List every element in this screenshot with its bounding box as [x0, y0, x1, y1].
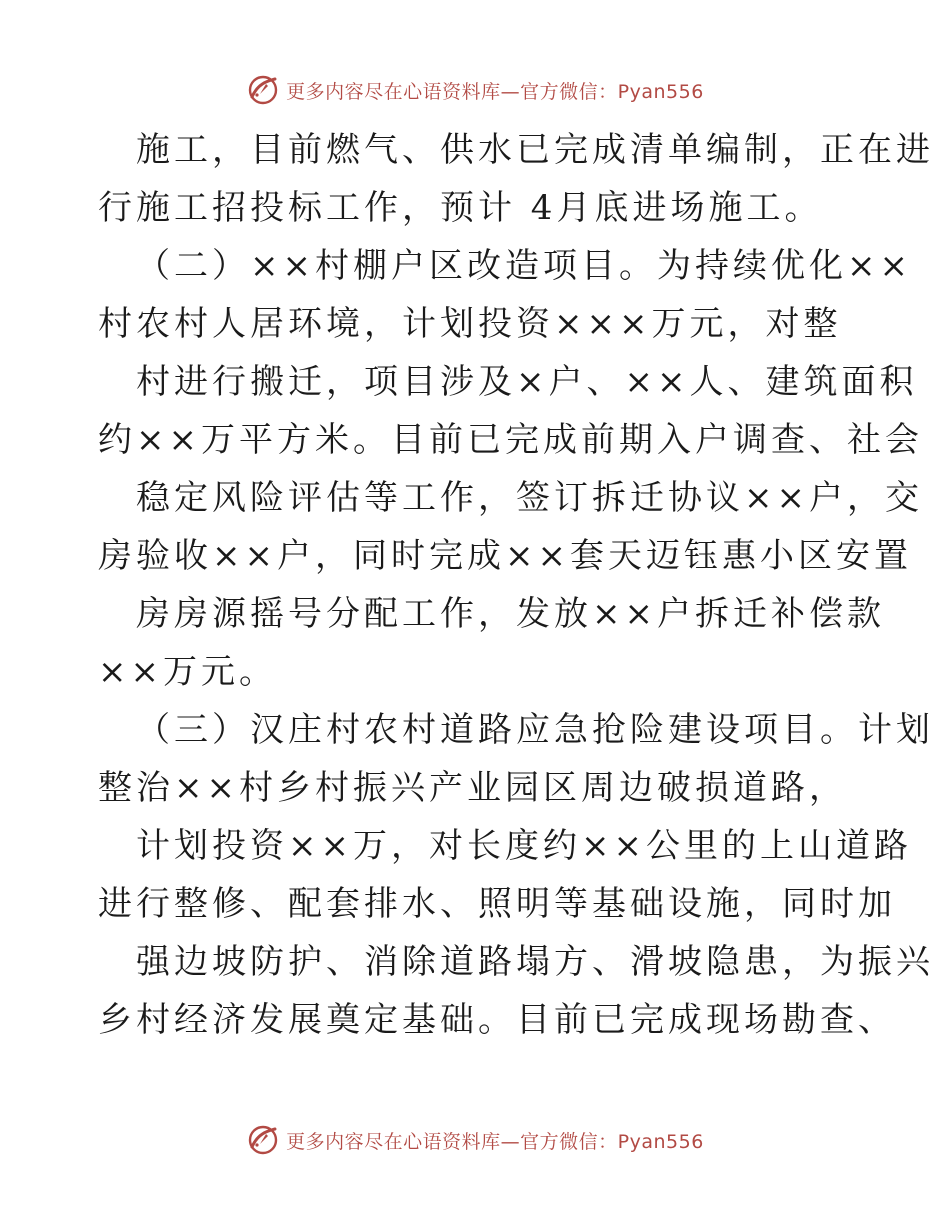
text-line: 计划投资××万，对长度约××公里的上山道路: [136, 826, 912, 866]
text-line: 施工，目前燃气、供水已完成清单编制，正在进: [136, 130, 934, 170]
header-watermark-text: 更多内容尽在心语资料库—官方微信：Pyan556: [286, 80, 704, 103]
footer-watermark-text: 更多内容尽在心语资料库—官方微信：Pyan556: [286, 1130, 704, 1153]
text-line: 整治××村乡村振兴产业园区周边破损道路，: [98, 768, 847, 808]
text-line: ××万元。: [98, 652, 277, 692]
text-line: 行施工招投标工作，预计 4月底进场施工。: [98, 188, 823, 228]
pen-nib-logo-icon: [246, 1123, 280, 1157]
text-line: 稳定风险评估等工作，签订拆迁协议××户，交: [136, 478, 923, 518]
text-line: 约××万平方米。目前已完成前期入户调查、社会: [98, 420, 923, 460]
pen-nib-logo-icon: [246, 73, 280, 107]
text-line: （三）汉庄村农村道路应急抢险建设项目。计划: [136, 710, 934, 750]
text-line: 乡村经济发展奠定基础。目前已完成现场勘查、: [98, 1000, 896, 1040]
text-line: 强边坡防护、消除道路塌方、滑坡隐患，为振兴: [136, 942, 934, 982]
text-line: （二）××村棚户区改造项目。为持续优化××: [136, 246, 912, 286]
header-watermark: [0, 70, 950, 110]
text-line: 村农村人居环境，计划投资×××万元，对整: [98, 304, 842, 344]
text-line: 村进行搬迁，项目涉及×户、××人、建筑面积: [136, 362, 918, 402]
footer-watermark: [0, 1120, 950, 1160]
text-line: 房验收××户，同时完成××套天迈钰惠小区安置: [98, 536, 912, 576]
text-line: 进行整修、配套排水、照明等基础设施，同时加: [98, 884, 896, 924]
text-line: 房房源摇号分配工作，发放××户拆迁补偿款: [136, 594, 885, 634]
